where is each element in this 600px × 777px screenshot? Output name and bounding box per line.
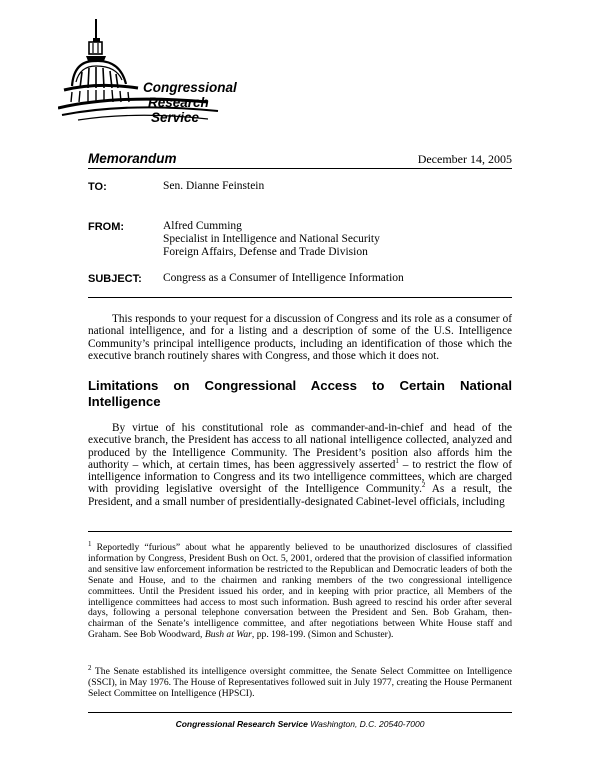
footnote-1-text-b: , pp. 198-199. (Simon and Schuster).	[251, 629, 394, 641]
to-label: TO:	[88, 181, 107, 193]
from-division: Foreign Affairs, Defense and Trade Division	[163, 246, 368, 258]
footnote-1-text-a: Reportedly “furious” about what he apparently believed to be unauthorized disclosures of classified information by Congress, President Bush on Oct. 5, 2001, ordered that the provision of classified information and sensitive law enforcement information be restricted to the Republican and Democratic leaders of both the Senate and House, and to the chairmen and ranking members of the two congressional intelligence committees. Until the President issued his order, and in keeping with prior practice, all Members of the intelligence committees had access to most such information. Bush agreed to rescind his order after several days, following a personal telephone conversation between the President and Sen. Bob Graham, then-chairman of the Senate’s intelligence committee, and after negotiations between White House staff and Graham. See Bob Woodward,	[88, 542, 512, 641]
logo-line-1: Congressional	[143, 80, 237, 95]
footnote-ref-2[interactable]: 2	[421, 481, 426, 490]
memo-title: Memorandum	[88, 151, 177, 166]
footer-rule	[88, 712, 512, 713]
body-paragraph-text	[88, 422, 512, 508]
from-label: FROM:	[88, 221, 125, 233]
memo-date: December 14, 2005	[417, 152, 512, 166]
footnote-1-book-title: Bush at War	[204, 629, 252, 641]
subject-rule	[88, 297, 512, 298]
footer-address: Washington, D.C. 20540-7000	[307, 719, 425, 729]
section-heading: Limitations on Congressional Access to Certain National Intelligence	[88, 378, 512, 409]
subject-value: Congress as a Consumer of Intelligence Information	[163, 272, 404, 284]
to-value: Sen. Dianne Feinstein	[163, 180, 265, 192]
footer-org: Congressional Research Service	[175, 719, 308, 729]
footnote-ref-1[interactable]: 1	[395, 457, 399, 466]
footnote-2-text: The Senate established its intelligence oversight committee, the Senate Select Committee on Intelligence (SSCI), in May 1976. The House of Representatives followed suit in July 1977, creating the House Permanent Select Committee on Intelligence (HPSCI).	[88, 666, 512, 699]
from-name: Alfred Cumming	[163, 220, 242, 232]
page-footer	[0, 719, 600, 729]
header-rule	[88, 168, 512, 169]
logo-wordmark	[143, 80, 237, 125]
para2-part-b: – to restrict the flow of intelligence information to Congress and its two intelligence committees, which are charged with providing legislative oversight of the Intelligence Community.	[88, 458, 513, 496]
logo-line-3: Service	[151, 110, 200, 125]
para2-part-a: By virtue of his constitutional role as commander-and-in-chief and head of the executive branch, the President has access to all national intelligence collected, analyzed and produced by the Intelligence Community. The President’s position also affords him the authority – which, at certain times, has been aggressively asserted	[88, 422, 512, 471]
from-title: Specialist in Intelligence and National Security	[163, 233, 380, 245]
para2-part-c: As a result, the President, and a small number of presidentially-designated Cabinet-level officials, including	[88, 483, 512, 508]
footnote-rule	[88, 531, 512, 532]
subject-label: SUBJECT:	[88, 273, 142, 285]
from-block	[163, 220, 380, 259]
intro-text: This responds to your request for a discussion of Congress and its role as a consumer of national intelligence, and for a listing and a description of some of the U.S. Intelligence Community’s principal intelligence products, including an identification of those which the executive branch routinely shares with Congress, and those which it does not.	[88, 313, 512, 362]
footnote-2	[88, 663, 512, 700]
footnote-2-number: 2	[88, 663, 92, 672]
footnote-1	[88, 539, 512, 641]
footnote-1-number: 1	[88, 539, 92, 548]
body-paragraph	[88, 422, 512, 508]
logo-line-2: Research	[148, 95, 209, 110]
intro-paragraph	[88, 313, 512, 362]
